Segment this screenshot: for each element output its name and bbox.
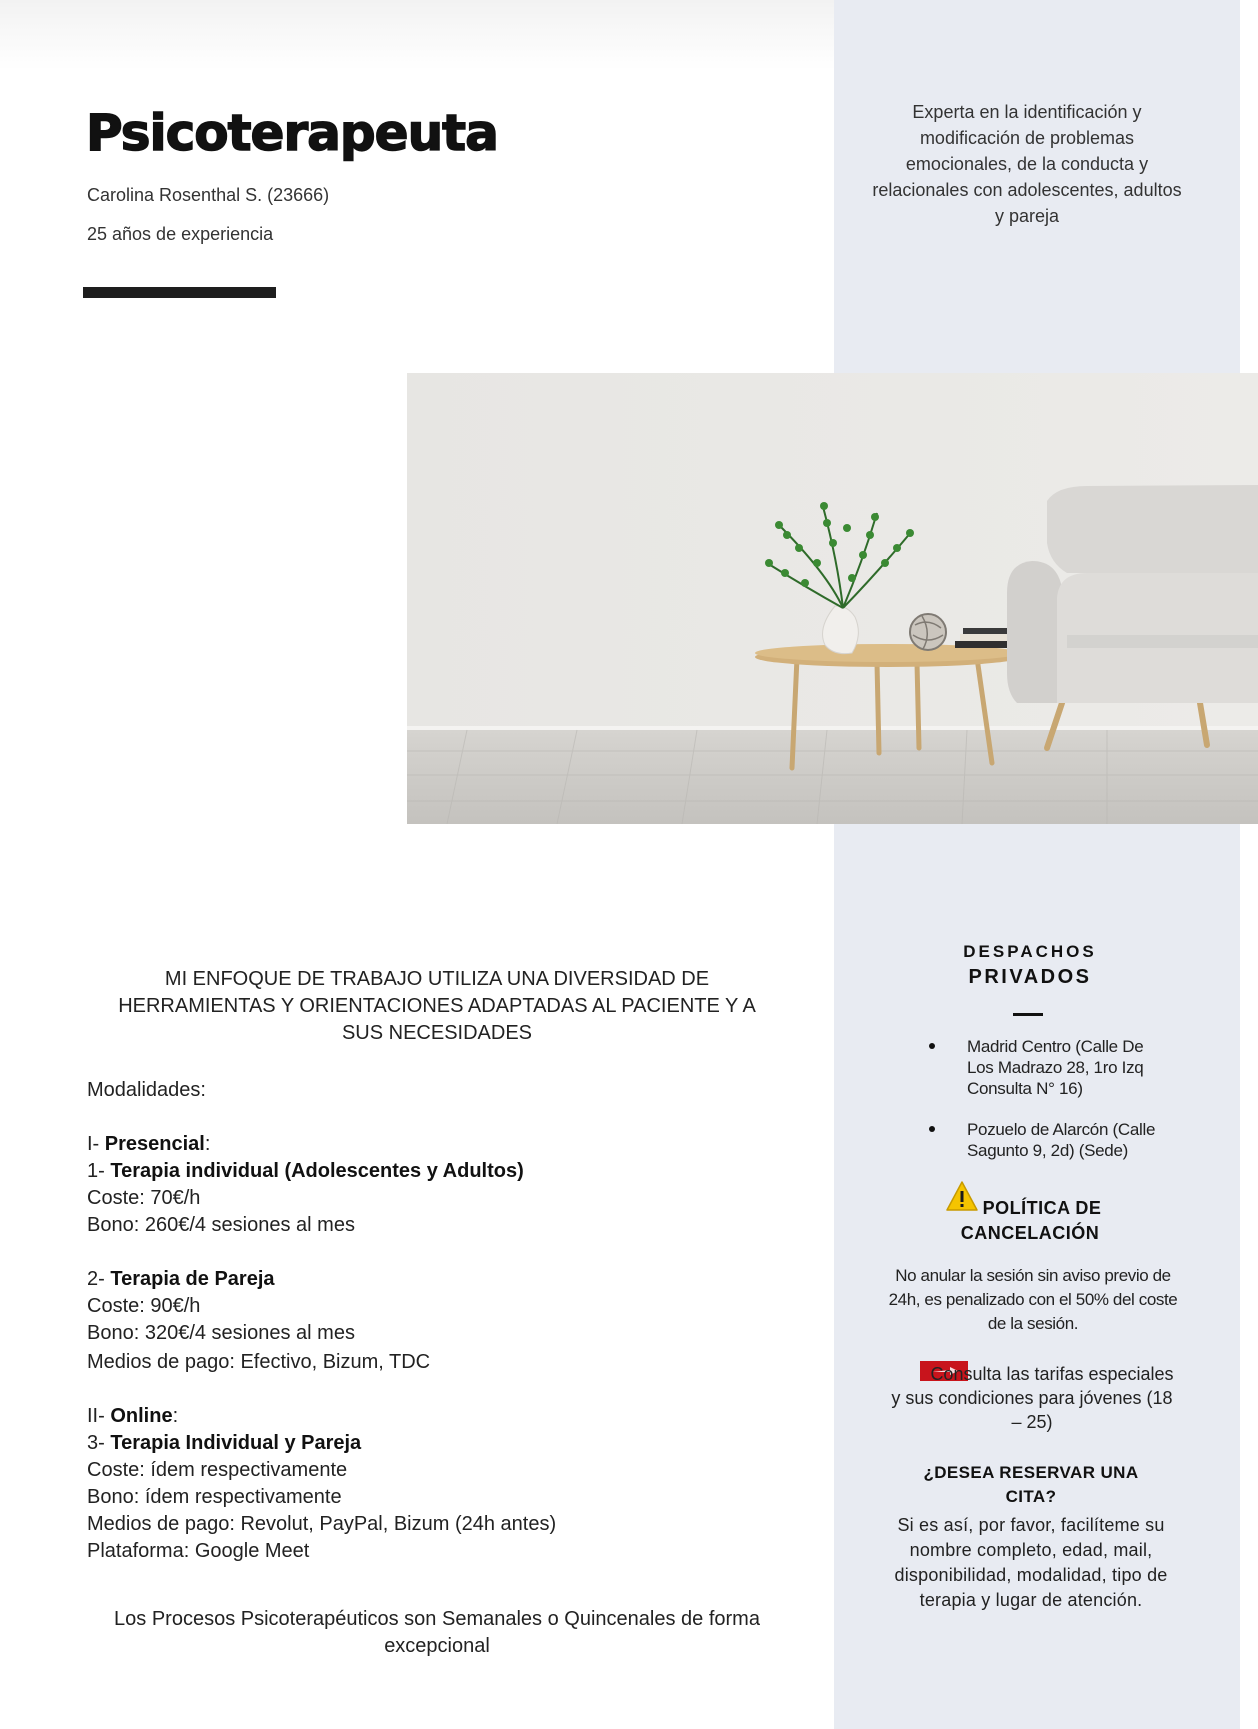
office-address: Madrid Centro (Calle De Los Madrazo 28, 1ro Izq Consulta N° 16) [967,1037,1144,1098]
therapy-1-heading [87,1158,787,1185]
online-label: Online [110,1405,173,1427]
offices-heading-line-1: DESPACHOS [963,942,1097,961]
experience-text: 25 años de experiencia [87,224,274,244]
living-room-photo [407,373,1258,824]
youth-rates-text: Consulta las tarifas especiales y sus condiciones para jóvenes (18 – 25) [891,1364,1174,1432]
online-prefix: II- [87,1405,111,1427]
modalities-section [87,1077,787,1565]
approach-line-2: HERRAMIENTAS Y ORIENTACIONES ADAPTADAS AL PACIENTE Y A [118,995,756,1017]
offices-heading [900,940,1160,990]
approach-line-3: SUS NECESIDADES [341,1022,533,1044]
presencial-suffix: : [204,1133,211,1155]
therapy-3-heading [87,1430,787,1457]
therapy-3-payment: Medios de pago: Revolut, PayPal, Bizum (24h antes) [87,1513,557,1535]
spacer [87,1376,787,1403]
therapy-3-bono: Bono: ídem respectivamente [87,1486,342,1508]
process-frequency-note: Los Procesos Psicoterapéuticos son Semanales o Quincenales de forma excepcional [114,1608,760,1657]
sidebar-edge [1240,0,1258,1729]
reserve-title: ¿DESEA RESERVAR UNA CITA? [923,1463,1139,1506]
therapy-1-label: Terapia individual (Adolescentes y Adultos) [110,1160,524,1182]
therapy-1-bono: Bono: 260€/4 sesiones al mes [87,1214,355,1236]
title-divider [83,287,276,298]
office-item-pozuelo [920,1119,1170,1161]
bullet-icon [929,1126,935,1132]
presencial-label: Presencial [104,1133,205,1155]
spacer [87,1104,787,1131]
cancellation-policy-title: POLÍTICA DE CANCELACIÓN [960,1198,1102,1243]
office-address: Pozuelo de Alarcón (Calle Sagunto 9, 2d) (Sede) [967,1120,1156,1160]
spacer [87,1239,787,1266]
therapy-1-cost: Coste: 70€/h [87,1187,201,1209]
therapy-3-label: Terapia Individual y Pareja [110,1432,362,1454]
therapy-2-prefix: 2- [87,1268,111,1290]
modalities-heading: Modalidades: [87,1079,206,1101]
therapy-2-payment: Medios de pago: Efectivo, Bizum, TDC [87,1351,431,1373]
reserve-instructions: Si es así, por favor, facilíteme su nombre completo, edad, mail, disponibilidad, modalidad, tipo de terapia y lugar de atención. [894,1515,1168,1610]
offices-heading-line-2: PRIVADOS [968,966,1092,988]
online-heading [87,1403,787,1430]
bullet-icon [929,1043,935,1049]
intro-text: Experta en la identificación y modificación de problemas emocionales, de la conducta y relacionales con adolescentes, adultos y pareja [872,102,1182,226]
therapy-3-prefix: 3- [87,1432,111,1454]
presencial-heading [87,1131,787,1158]
therapy-3-cost: Coste: ídem respectivamente [87,1459,348,1481]
presencial-prefix: I- [87,1133,105,1155]
office-item-madrid [920,1036,1170,1099]
online-suffix: : [172,1405,179,1427]
office-list [920,1036,1170,1181]
therapist-name: Carolina Rosenthal S. (23666) [87,185,330,205]
approach-statement [84,966,790,1047]
therapy-2-bono: Bono: 320€/4 sesiones al mes [87,1322,355,1344]
approach-line-1: MI ENFOQUE DE TRABAJO UTILIZA UNA DIVERSIDAD DE [164,968,710,990]
therapy-3-platform: Plataforma: Google Meet [87,1540,310,1562]
therapy-2-label: Terapia de Pareja [110,1268,275,1290]
therapy-2-cost: Coste: 90€/h [87,1295,201,1317]
therapy-2-heading [87,1266,787,1293]
page-title: Psicoterapeuta [86,104,498,162]
offices-divider [1013,1013,1043,1016]
therapy-1-prefix: 1- [87,1160,111,1182]
top-fade [0,0,834,70]
cancellation-policy-text: No anular la sesión sin aviso previo de 24h, es penalizado con el 50% del coste de la sesión. [888,1266,1178,1333]
